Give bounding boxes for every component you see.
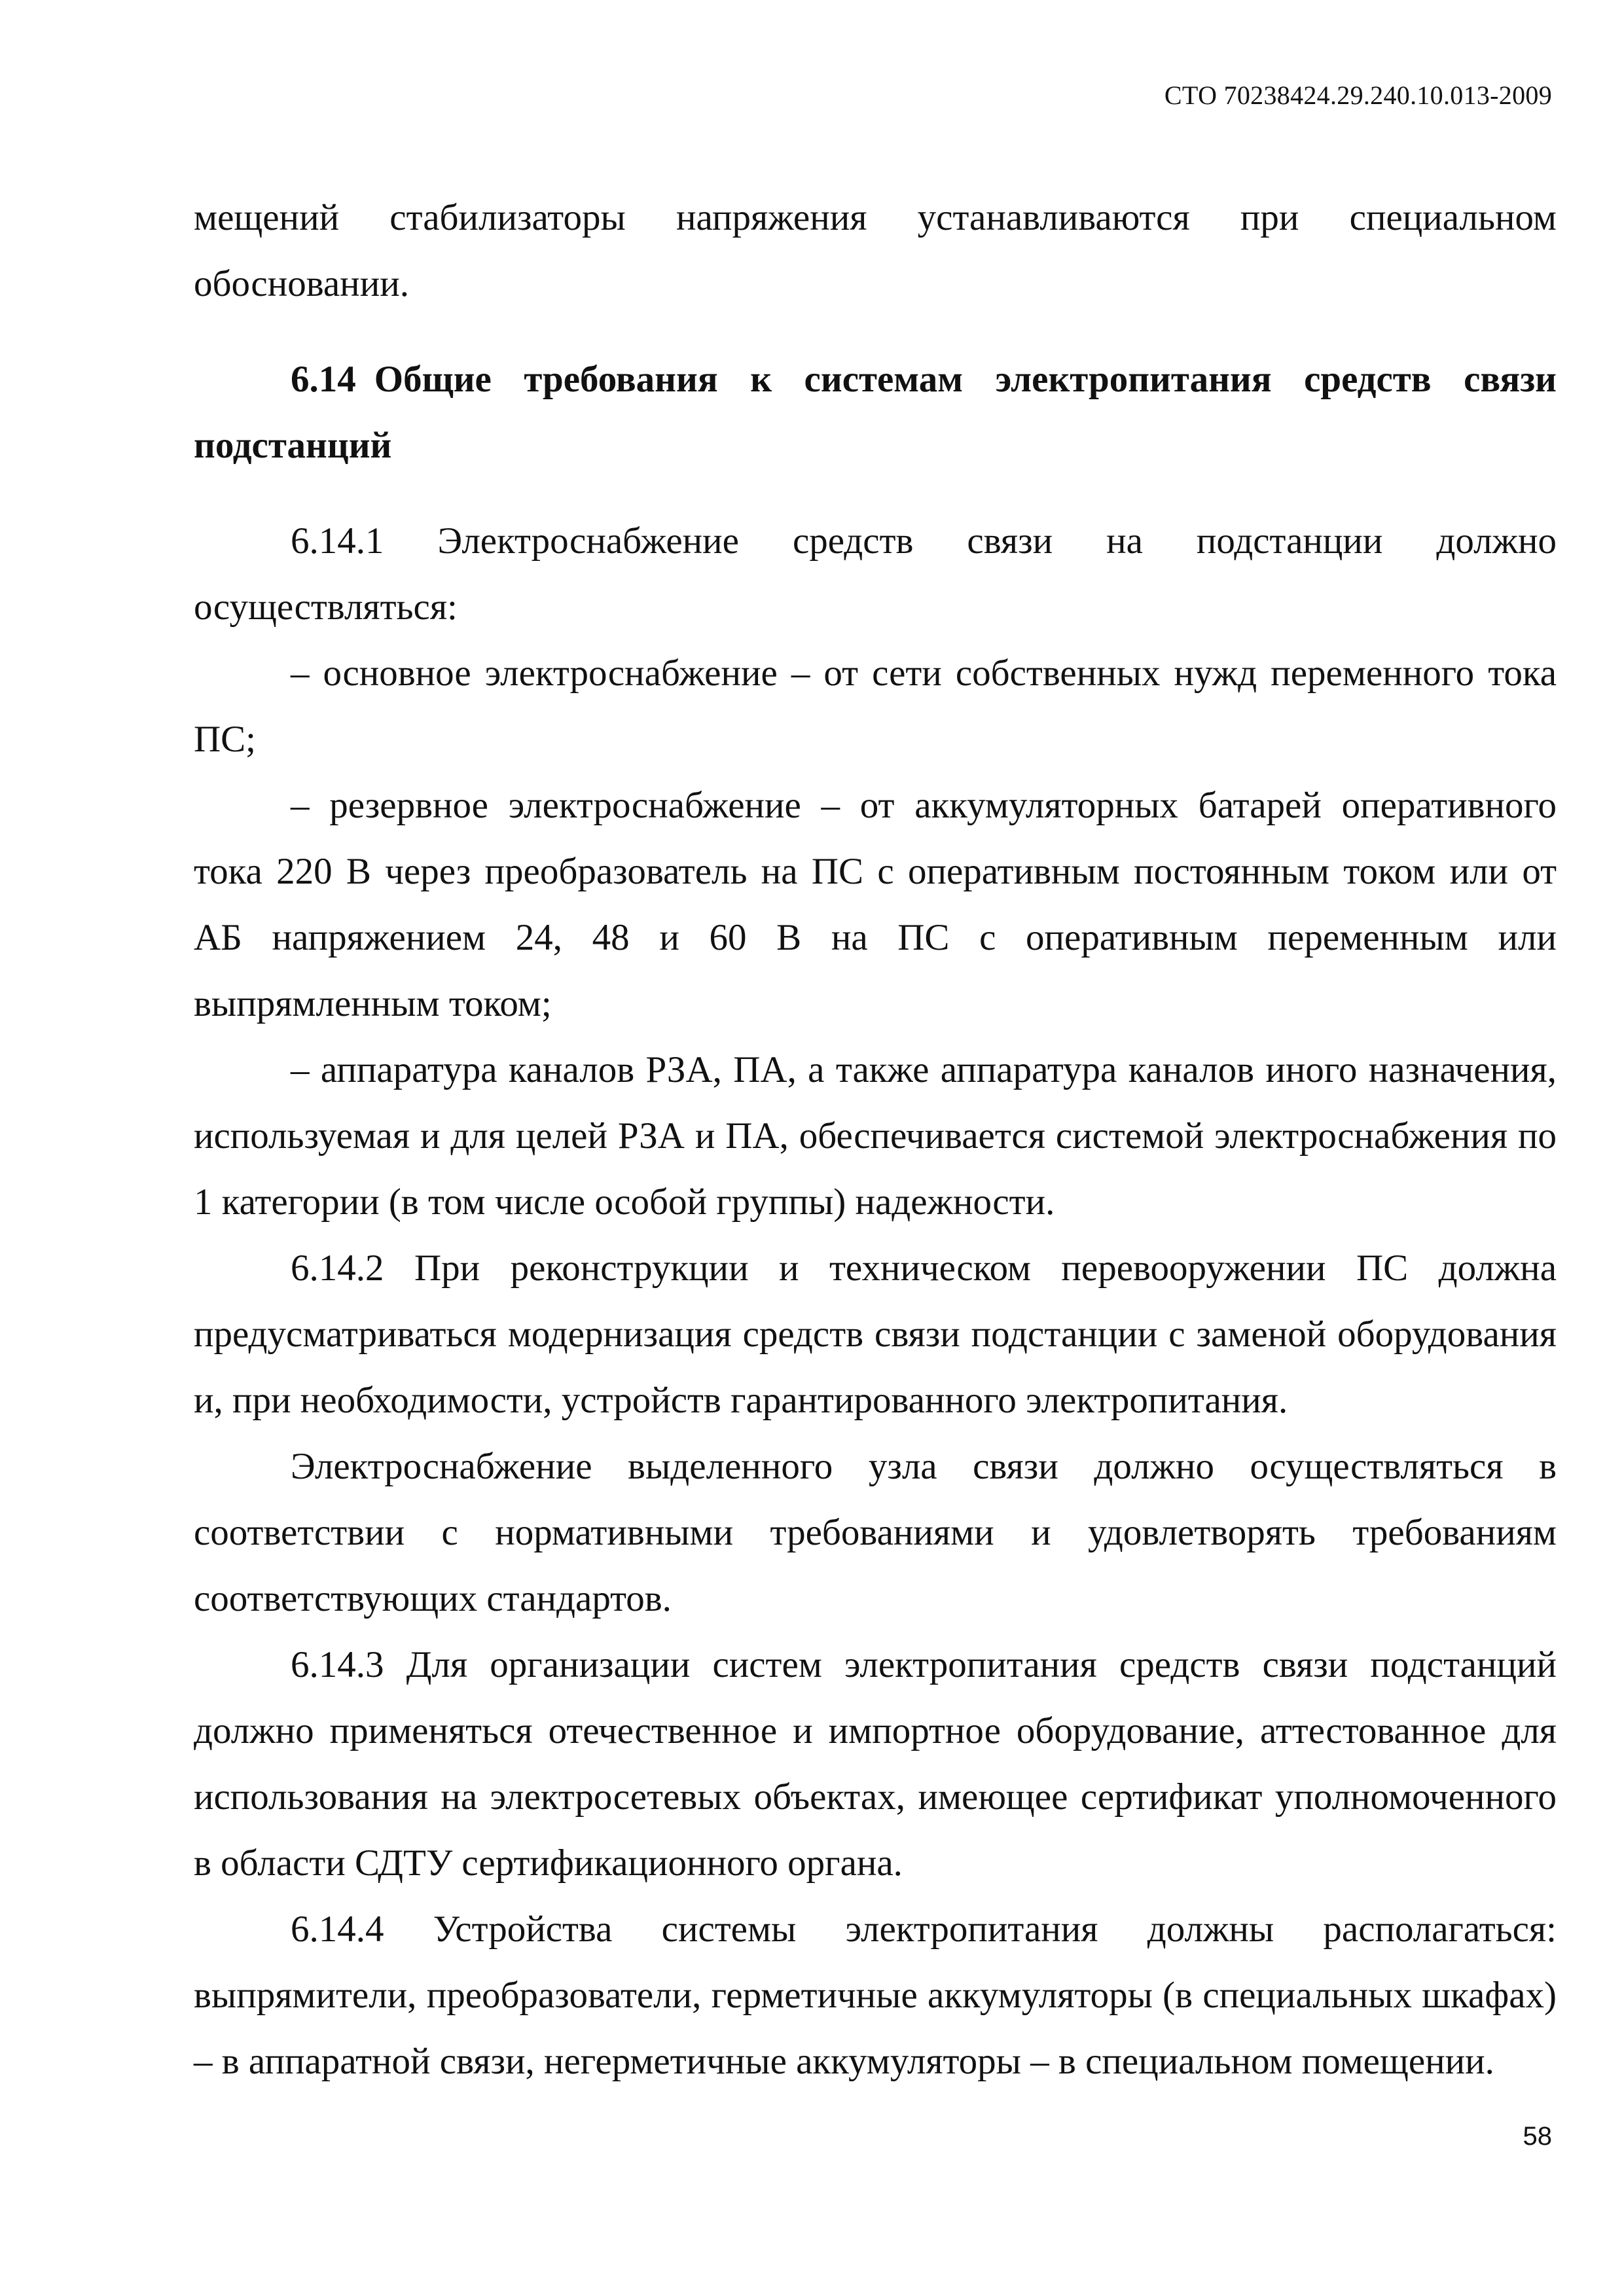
paragraph-comm-node-supply: Электроснабжение выделенного узла связи должно осуществляться в соответствии с нормативными требованиями и удовлетворять требованиям соответствующих стандартов. (194, 1446, 1557, 1619)
section-heading (194, 346, 1557, 478)
list-item-primary-supply: – основное электроснабжение – от сети собственных нужд переменного тока ПС; (194, 653, 1557, 760)
paragraph-6-14-1: 6.14.1 Электроснабжение средств связи на подстанции должно осуществляться: (194, 520, 1557, 628)
document-body (194, 185, 1557, 2094)
paragraph-6-14-3: 6.14.3 Для организации систем электропитания средств связи подстанций должно применяться отечественное и импортное оборудование, аттестованное для использования на электросетевых объектах, имеющее сертификат уполномоченного в области СДТУ сертификационного органа. (194, 1644, 1557, 1884)
paragraph-6-14-2: 6.14.2 При реконструкции и техническом перевооружении ПС должна предусматриваться модернизация средств связи подстанции с заменой оборудования и, при необходимости, устройств гарантированного электропитания. (194, 1247, 1557, 1421)
section-number: 6.14 (291, 359, 356, 400)
paragraph-continuation: мещений стабилизаторы напряжения устанавливаются при специальном обосновании. (194, 197, 1557, 304)
page-number: 58 (1523, 2122, 1552, 2151)
list-item-rza-equipment: – аппаратура каналов РЗА, ПА, а также аппаратура каналов иного назначения, используемая и для целей РЗА и ПА, обеспечивается системой электроснабжения по 1 категории (в том числе особой группы) надежности. (194, 1049, 1557, 1223)
list-item-backup-supply: – резервное электроснабжение – от аккумуляторных батарей оперативного тока 220 В через преобразователь на ПС с оперативным постоянным током или от АБ напряжением 24, 48 и 60 В на ПС с оперативным переменным или выпрямленным током; (194, 785, 1557, 1024)
section-title: Общие требования к системам электропитания средств связи подстанций (194, 359, 1557, 466)
paragraph-6-14-4: 6.14.4 Устройства системы электропитания должны располагаться: выпрямители, преобразователи, герметичные аккумуляторы (в специальных шкафах) – в аппаратной связи, негерметичные аккумуляторы – в специальном помещении. (194, 1909, 1557, 2082)
document-code-header: СТО 70238424.29.240.10.013-2009 (1164, 81, 1552, 110)
